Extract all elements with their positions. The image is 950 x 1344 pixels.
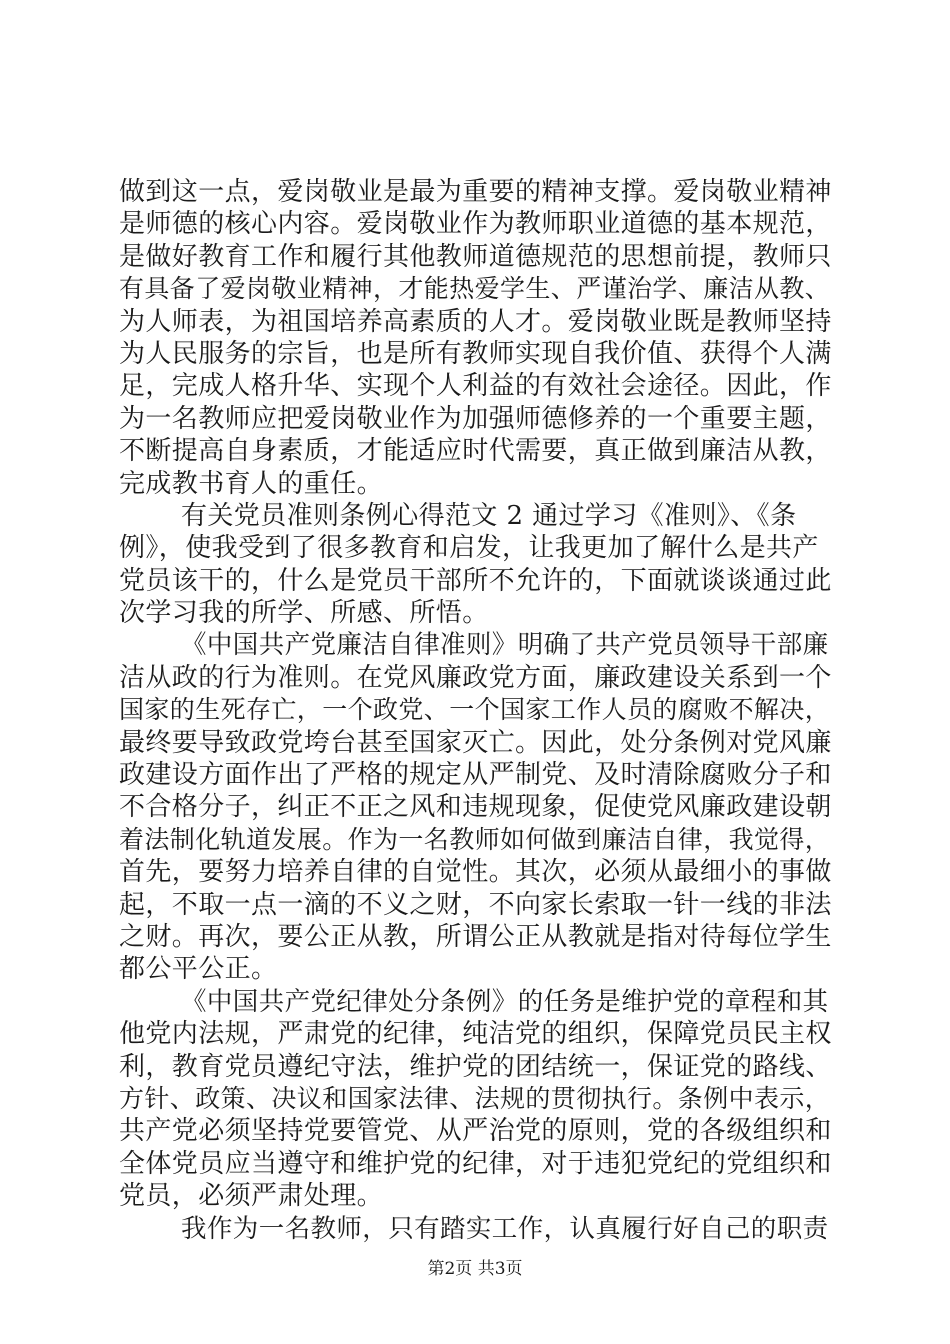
text-line: 全体党员应当遵守和维护党的纪律，对于违犯党纪的党组织和 [119, 1148, 832, 1179]
text-line: 为人民服务的宗旨，也是所有教师实现自我价值、获得个人满 [119, 338, 832, 369]
text-line: 起，不取一点一滴的不义之财，不向家长索取一针一线的非法 [119, 889, 832, 920]
text-line: 不断提高自身素质，才能适应时代需要，真正做到廉洁从教， [119, 436, 832, 467]
text-line: 着法制化轨道发展。作为一名教师如何做到廉洁自律，我觉得， [119, 824, 831, 854]
text-line: 他党内法规，严肃党的纪律，纯洁党的组织，保障党员民主权 [119, 1019, 832, 1050]
text-line: 党员，必须严肃处理。 [119, 1181, 384, 1212]
text-line: 首先，要努力培养自律的自觉性。其次，必须从最细小的事做 [119, 857, 832, 888]
text-line: 都公平公正。 [119, 954, 278, 985]
text-line: 方针、政策、决议和国家法律、法规的贯彻执行。条例中表示， [119, 1083, 831, 1113]
text-line: 是师德的核心内容。爱岗敬业作为教师职业道德的基本规范， [119, 209, 832, 240]
text-line: 完成教书育人的重任。 [119, 468, 384, 499]
paragraph-first-line: 《中国共产党纪律处分条例》的任务是维护党的章程和其 [181, 986, 829, 1017]
text-line: 做到这一点，爱岗敬业是最为重要的精神支撑。爱岗敬业精神 [119, 177, 832, 207]
text-line: 为一名教师应把爱岗敬业作为加强师德修养的一个重要主题， [119, 403, 832, 434]
text-line: 之财。再次，要公正从教，所谓公正从教就是指对待每位学生 [119, 921, 832, 952]
page-footer: 第2页 共3页 [427, 1259, 523, 1279]
text-line: 为人师表，为祖国培养高素质的人才。爱岗敬业既是教师坚持 [119, 306, 832, 337]
text-line: 政建设方面作出了严格的规定从严制党、及时清除腐败分子和 [119, 760, 832, 791]
body-text [119, 176, 839, 1245]
text-line: 洁从政的行为准则。在党风廉政党方面，廉政建设关系到一个 [119, 662, 832, 693]
text-line: 国家的生死存亡，一个政党、一个国家工作人员的腐败不解决， [119, 695, 831, 725]
text-line: 最终要导致政党垮台甚至国家灭亡。因此，处分条例对党风廉 [119, 727, 832, 758]
text-line: 次学习我的所学、所感、所悟。 [119, 598, 489, 629]
text-line: 有具备了爱岗敬业精神，才能热爱学生、严谨治学、廉洁从教、 [119, 274, 831, 304]
text-line: 利，教育党员遵纪守法，维护党的团结统一，保证党的路线、 [119, 1051, 832, 1082]
paragraph-first-line: 有关党员准则条例心得范文 2 通过学习《准则》、《条 [181, 500, 797, 531]
text-line: 党员该干的，什么是党员干部所不允许的，下面就谈谈通过此 [119, 565, 832, 596]
text-line: 不合格分子，纠正不正之风和违规现象，促使党风廉政建设朝 [119, 792, 832, 823]
paragraph-first-line: 《中国共产党廉洁自律准则》明确了共产党员领导干部廉 [181, 630, 829, 661]
text-line: 足，完成人格升华、实现个人利益的有效社会途径。因此，作 [119, 371, 832, 402]
text-line: 是做好教育工作和履行其他教师道德规范的思想前提，教师只 [119, 241, 832, 272]
text-line: 共产党必须坚持党要管党、从严治党的原则，党的各级组织和 [119, 1116, 832, 1147]
paragraph-first-line: 我作为一名教师，只有踏实工作，认真履行好自己的职责 [181, 1213, 829, 1244]
text-line: 例》，使我受到了很多教育和启发，让我更加了解什么是共产 [119, 533, 819, 564]
